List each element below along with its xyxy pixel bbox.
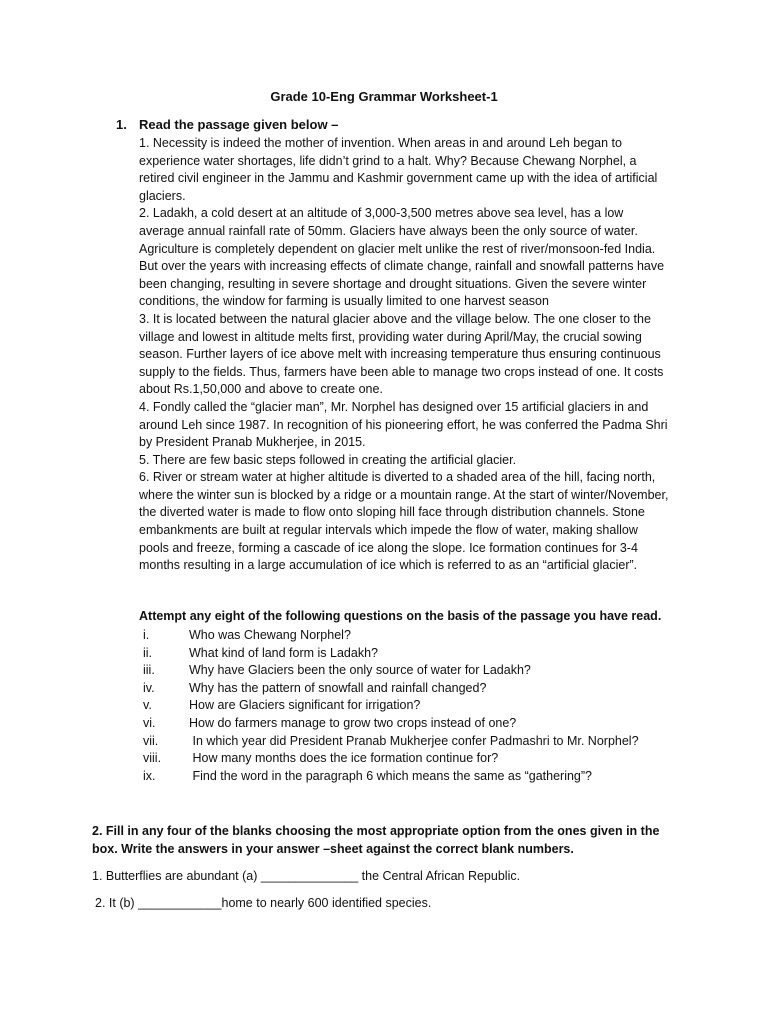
question-number: ii. — [143, 645, 153, 660]
question-number: viii. — [143, 751, 162, 766]
question-number: iii. — [143, 663, 155, 678]
list-item — [143, 768, 639, 786]
question-text: Why have Glaciers been the only source of water for Ladakh? — [189, 663, 531, 678]
passage-paragraph: 2. Ladakh, a cold desert at an altitude of 3,000-3,500 metres above sea level, has a low average annual rainfall rate of 50mm. Glaciers have always been the only source of water. Agriculture is completely dependent on glacier melt unlike the rest of river/monsoon-fed India. But over the years with increasing effects of climate change, rainfall and snowfall patterns have been changing, resulting in severe shortage and drought situations. Given the severe winter conditions, the window for farming is usually limited to one harvest season — [139, 206, 665, 309]
list-item — [143, 680, 639, 698]
list-item — [143, 645, 639, 663]
page-title: Grade 10-Eng Grammar Worksheet-1 — [270, 89, 498, 104]
reading-passage — [139, 135, 671, 575]
list-item — [143, 750, 639, 768]
list-item — [143, 662, 639, 680]
question-number: iv. — [143, 680, 155, 695]
question-number: vi. — [143, 715, 156, 730]
question-1-heading: Read the passage given below – — [139, 117, 339, 132]
question-text: How are Glaciers significant for irrigation? — [189, 698, 421, 713]
question-number: ix. — [143, 768, 156, 783]
question-2-text: 2. Fill in any four of the blanks choosing the most appropriate option from the ones given in the box. Write the answers in your answer –sheet against the correct blank numbers. — [92, 824, 660, 856]
question-text: Find the word in the paragraph 6 which means the same as “gathering”? — [189, 768, 593, 783]
question-2-heading — [92, 823, 672, 858]
question-text: In which year did President Pranab Mukherjee confer Padmashri to Mr. Norphel? — [189, 733, 639, 748]
passage-paragraph: 5. There are few basic steps followed in creating the artificial glacier. — [139, 452, 517, 467]
fill-blank-1: 1. Butterflies are abundant (a) ______________ the Central African Republic. — [92, 869, 521, 883]
question-number: vii. — [143, 733, 159, 748]
passage-paragraph: 3. It is located between the natural glacier above and the village below. The one closer to the village and lowest in altitude melts first, providing water during April/May, the crucial sowing season. Further layers of ice above melt with increasing temperature thus ensuring continuous supply to the fields. Thus, farmers have been able to manage two crops instead of one. It costs about Rs.1,50,000 and above to create one. — [139, 311, 664, 397]
fill-blank-2: 2. It (b) ____________home to nearly 600 identified species. — [95, 896, 432, 910]
passage-paragraph: 4. Fondly called the “glacier man”, Mr. Norphel has designed over 15 artificial glaciers in and around Leh since 1987. In recognition of his pioneering effort, he was conferred the Padma Shri by President Pranab Mukherjee, in 2015. — [139, 399, 668, 450]
passage-paragraph: 6. River or stream water at higher altitude is diverted to a shaded area of the hill, facing north, where the winter sun is blocked by a ridge or a mountain range. At the start of winter/November, the diverted water is made to flow onto sloping hill face through distribution channels. Stone embankments are built at regular intervals which impede the flow of water, making shallow pools and freeze, forming a cascade of ice along the slope. Ice formation continues for 3-4 months resulting in a large accumulation of ice which is referred to as an “artificial glacier”. — [139, 470, 669, 573]
question-text: Why has the pattern of snowfall and rainfall changed? — [189, 680, 487, 695]
question-text: Who was Chewang Norphel? — [189, 628, 351, 642]
question-text: What kind of land form is Ladakh? — [189, 645, 378, 660]
passage-paragraph: 1. Necessity is indeed the mother of invention. When areas in and around Leh began to experience water shortages, life didn’t grind to a halt. Why? Because Chewang Norphel, a retired civil engineer in the Jammu and Kashmir government came up with the idea of artificial glaciers. — [139, 136, 658, 203]
list-item — [143, 733, 639, 751]
list-item — [143, 715, 639, 733]
list-item — [143, 627, 639, 645]
list-item — [143, 697, 639, 715]
question-number: v. — [143, 698, 152, 713]
question-number: i. — [143, 628, 150, 642]
question-list — [143, 627, 639, 785]
question-text: How do farmers manage to grow two crops instead of one? — [189, 715, 517, 730]
question-text: How many months does the ice formation continue for? — [189, 751, 499, 766]
question-1-number: 1. — [116, 117, 127, 132]
question-1-instruction: Attempt any eight of the following questions on the basis of the passage you have read. — [139, 609, 662, 623]
